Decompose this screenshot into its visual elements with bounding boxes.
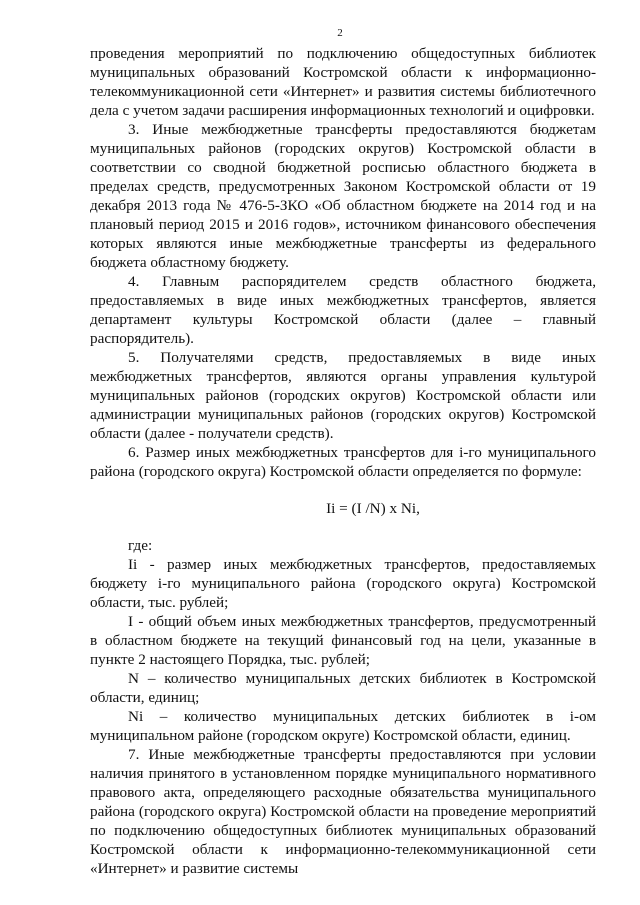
definition-ni: Ni – количество муниципальных детских библиотек в i-ом муниципальном районе (городском округе) Костромской области, единиц.: [90, 708, 596, 744]
paragraph-continuation: проведения мероприятий по подключению общедоступных библиотек муниципальных образований Костромской области к информационно-телекоммуникационной сети «Интернет» и развития системы библиотечного дела с учетом задачи расширения информационных технологий и оцифровки.: [90, 45, 596, 119]
paragraph-3: 3. Иные межбюджетные трансферты предоставляются бюджетам муниципальных районов (городских округов) Костромской области в соответствии со сводной бюджетной росписью областного бюджета в пределах средств, предусмотренных Законом Костромской области от 19 декабря 2013 года № 476-5-ЗКО «Об областном бюджете на 2014 год и на плановый период 2015 и 2016 годов», источником финансового обеспечения которых являются иные межбюджетные трансферты из федерального бюджета областному бюджету.: [90, 121, 596, 271]
definition-n: N – количество муниципальных детских библиотек в Костромской области, единиц;: [90, 670, 596, 706]
definition-i: I - общий объем иных межбюджетных трансфертов, предусмотренный в областном бюджете на текущий финансовый год на цели, указанные в пункте 2 настоящего Порядка, тыс. рублей;: [90, 613, 596, 668]
formula: Ii = (I /N) x Ni,: [326, 500, 420, 517]
page-number: 2: [337, 27, 343, 39]
paragraph-6: 6. Размер иных межбюджетных трансфертов для i-го муниципального района (городского округа) Костромской области определяется по формуле:: [90, 444, 596, 480]
definition-ii: Ii - размер иных межбюджетных трансфертов, предоставляемых бюджету i-го муниципального района (городского округа) Костромской области, тыс. рублей;: [90, 556, 596, 611]
document-body: [90, 44, 596, 878]
definitions-intro: где:: [128, 537, 153, 554]
paragraph-7: 7. Иные межбюджетные трансферты предоставляются при условии наличия принятого в установленном порядке муниципального нормативного правового акта, определяющего расходные обязательства муниципального района (городского округа) Костромской области на проведение мероприятий по подключению общедоступных библиотек муниципальных образований Костромской области к информационно-телекоммуникационной сети «Интернет» и развитие системы: [90, 746, 596, 877]
paragraph-4: 4. Главным распорядителем средств областного бюджета, предоставляемых в виде иных межбюджетных трансфертов, является департамент культуры Костромской области (далее – главный распорядитель).: [90, 273, 596, 347]
paragraph-5: 5. Получателями средств, предоставляемых в виде иных межбюджетных трансфертов, являются органы управления культурой муниципальных районов (городских округов) Костромской области или администрации муниципальных районов (городских округов) Костромской области (далее - получатели средств).: [90, 349, 596, 442]
